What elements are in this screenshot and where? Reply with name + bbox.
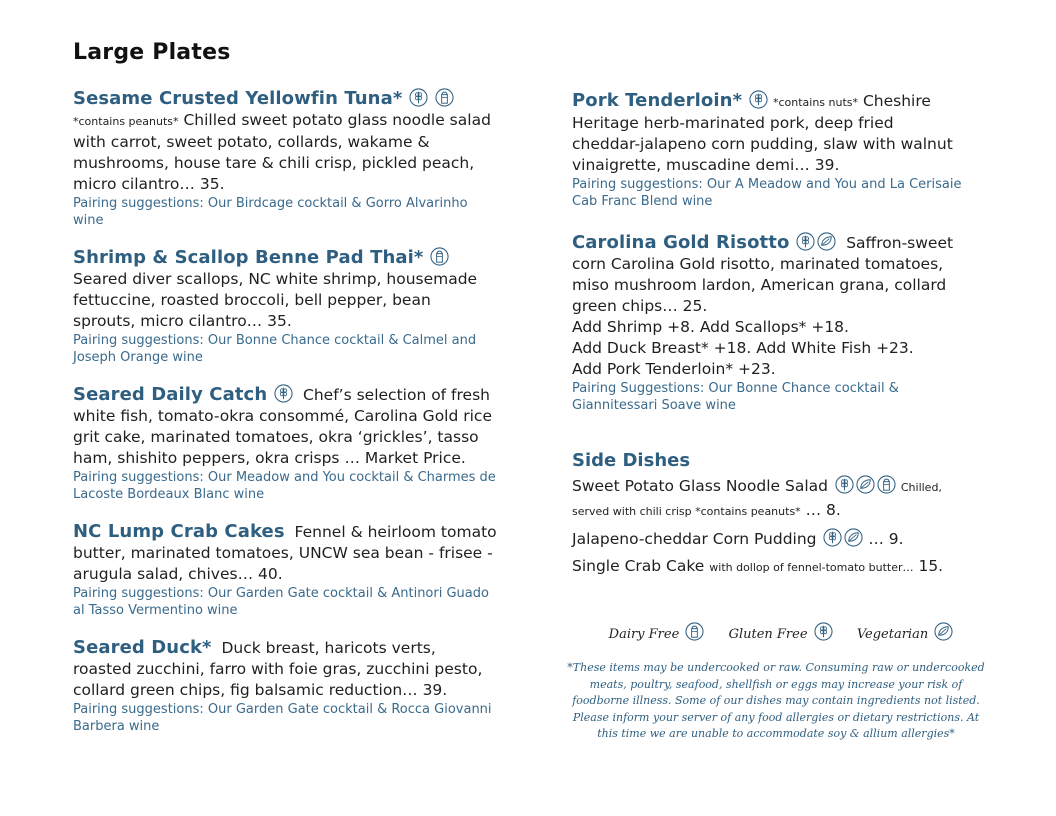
gluten-free-icon: [823, 528, 842, 547]
gluten-free-icon: [814, 622, 833, 641]
menu-item: [73, 637, 498, 735]
side-item: [572, 555, 962, 579]
dish-name: Seared Daily Catch: [73, 384, 268, 405]
side-name: Sweet Potato Glass Noodle Salad: [572, 477, 828, 495]
side-item: [572, 475, 962, 523]
legend-dairy-free: [609, 622, 705, 642]
dish-name: Pork Tenderloin*: [572, 90, 743, 111]
vegetarian-icon: [934, 622, 953, 641]
dish-description: Saffron-sweet corn Carolina Gold risotto, marinated tomatoes, miso mushroom lardon, American grana, collard green chips… 25.: [572, 234, 954, 315]
add-on-line: Add Pork Tenderloin* +23.: [572, 360, 776, 378]
pairing-suggestion: Pairing suggestions: Our Birdcage cocktail & Gorro Alvarinho wine: [73, 196, 468, 228]
side-detail: Chilled, served with chili crisp *contains peanuts*: [572, 481, 942, 518]
legend-label: Gluten Free: [728, 627, 808, 642]
right-column: [572, 90, 962, 584]
side-item: [572, 528, 962, 550]
menu-item: [572, 90, 962, 210]
legend-label: Vegetarian: [856, 627, 929, 642]
dish-description: Chilled sweet potato glass noodle salad with carrot, sweet potato, collards, wakame & mushrooms, house tare & chili crisp, pickled peach, micro cilantro… 35.: [73, 111, 491, 193]
gluten-free-icon: [835, 475, 854, 494]
dish-description: Seared diver scallops, NC white shrimp, housemade fettuccine, roasted broccoli, bell pepper, bean sprouts, micro cilantro… 35.: [73, 270, 478, 330]
dish-description: Fennel & heirloom tomato butter, marinated tomatoes, UNCW sea bean - frisee - arugula salad, chives… 40.: [73, 523, 497, 583]
side-name: Single Crab Cake: [572, 557, 705, 575]
side-price: … 9.: [868, 530, 904, 548]
pairing-suggestion: Pairing suggestions: Our Bonne Chance cocktail & Calmel and Joseph Orange wine: [73, 333, 477, 365]
add-on-line: Add Shrimp +8. Add Scallops* +18.: [572, 318, 849, 336]
vegetarian-icon: [856, 475, 875, 494]
pairing-suggestion: Pairing suggestions: Our Garden Gate cocktail & Rocca Giovanni Barbera wine: [73, 702, 492, 734]
pairing-suggestion: Pairing suggestions: Our A Meadow and You and La Cerisaie Cab Franc Blend wine: [572, 177, 962, 209]
left-column: [73, 88, 498, 753]
section-title: Side Dishes: [572, 450, 691, 471]
dish-name: Sesame Crusted Yellowfin Tuna*: [73, 88, 403, 109]
allergy-disclaimer: *These items may be undercooked or raw. Consuming raw or undercooked meats, poultry, seafood, shellfish or eggs may increase your risk of foodborne illness. Some of our dishes may contain ingredients not listed. Please inform your server of any food allergies or dietary restrictions. At this time we are unable to accommodate soy & allium allergies*: [567, 661, 985, 740]
vegetarian-icon: [844, 528, 863, 547]
pairing-suggestion: Pairing Suggestions: Our Bonne Chance cocktail & Giannitessari Soave wine: [572, 381, 899, 413]
menu-item: [73, 384, 498, 503]
dairy-free-icon: [435, 88, 454, 107]
dietary-legend: [572, 622, 990, 642]
dairy-free-icon: [430, 247, 449, 266]
side-name: Jalapeno-cheddar Corn Pudding: [572, 530, 817, 548]
page-title: Large Plates: [73, 40, 231, 65]
vegetarian-icon: [817, 232, 836, 251]
legend-label: Dairy Free: [608, 627, 680, 642]
dish-description: Cheshire Heritage herb-marinated pork, deep fried cheddar-jalapeno corn pudding, slaw with walnut vinaigrette, muscadine demi… 39.: [572, 92, 953, 174]
legend-vegetarian: [857, 622, 954, 642]
dish-name: NC Lump Crab Cakes: [73, 521, 285, 542]
menu-item: [73, 521, 498, 619]
side-detail: with dollop of fennel-tomato butter…: [709, 561, 914, 574]
legend-gluten-free: [729, 622, 833, 642]
dish-name: Seared Duck*: [73, 637, 212, 658]
menu-item: [73, 88, 498, 229]
side-price: … 8.: [800, 501, 841, 519]
dish-description: Chef’s selection of fresh white fish, tomato-okra consommé, Carolina Gold rice grit cake, marinated tomatoes, okra ‘grickles’, tasso ham, shishito peppers, okra crisps … Market Price.: [73, 386, 492, 467]
gluten-free-icon: [796, 232, 815, 251]
menu-item: [73, 247, 498, 366]
dairy-free-icon: [685, 622, 704, 641]
dish-name: Carolina Gold Risotto: [572, 232, 790, 253]
side-dishes-section: [572, 450, 962, 579]
menu-item: [572, 232, 962, 414]
dish-name: Shrimp & Scallop Benne Pad Thai*: [73, 247, 424, 268]
gluten-free-icon: [749, 90, 768, 109]
allergen-note: *contains peanuts*: [73, 115, 179, 128]
add-on-line: Add Duck Breast* +18. Add White Fish +23.: [572, 339, 914, 357]
pairing-suggestion: Pairing suggestions: Our Garden Gate cocktail & Antinori Guado al Tasso Vermentino wine: [73, 586, 489, 618]
dish-description: Duck breast, haricots verts, roasted zucchini, farro with foie gras, zucchini pesto, collard green chips, fig balsamic reduction… 39.: [73, 639, 483, 699]
dairy-free-icon: [877, 475, 896, 494]
side-price: 15.: [913, 557, 944, 575]
allergen-note: *contains nuts*: [772, 96, 859, 109]
gluten-free-icon: [409, 88, 428, 107]
gluten-free-icon: [274, 384, 293, 403]
pairing-suggestion: Pairing suggestions: Our Meadow and You cocktail & Charmes de Lacoste Bordeaux Blanc wine: [73, 470, 496, 502]
